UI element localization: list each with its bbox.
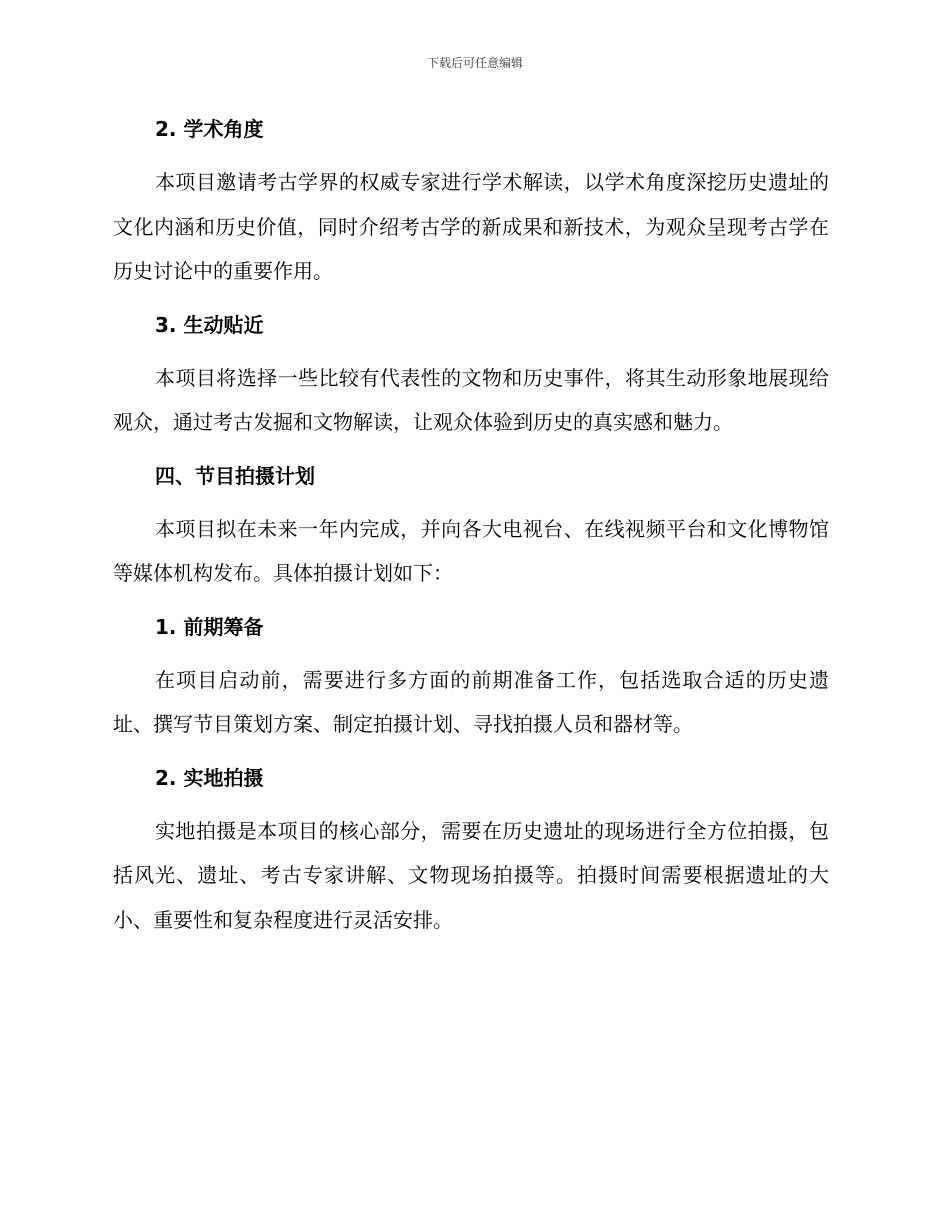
section-heading: 2. 学术角度 [155,117,264,141]
section-paragraph: 本项目将选择一些比较有代表性的文物和历史事件，将其生动形象地展现给观众，通过考古发掘和文物解读，让观众体验到历史的真实感和魅力。 [113,365,829,434]
section-heading: 1. 前期筹备 [155,614,264,639]
section-paragraph: 本项目拟在未来一年内完成，并向各大电视台、在线视频平台和文化博物馆等媒体机构发布。具体拍摄计划如下： [113,516,829,585]
page-header-note: 下载后可任意编辑 [426,56,523,70]
document-body [113,110,829,942]
section-paragraph: 本项目邀请考古学界的权威专家进行学术解读，以学术角度深挖历史遗址的文化内涵和历史价值，同时介绍考古学的新成果和新技术，为观众呈现考古学在历史讨论中的重要作用。 [113,170,829,283]
section-paragraph: 实地拍摄是本项目的核心部分，需要在历史遗址的现场进行全方位拍摄，包括风光、遗址、考古专家讲解、文物现场拍摄等。拍摄时间需要根据遗址的大小、重要性和复杂程度进行灵活安排。 [113,818,829,932]
section-paragraph: 在项目启动前，需要进行多方面的前期准备工作，包括选取合适的历史遗址、撰写节目策划方案、制定拍摄计划、寻找拍摄人员和器材等。 [113,667,829,736]
section-heading: 四、节目拍摄计划 [155,463,315,488]
section-heading: 2. 实地拍摄 [155,765,264,790]
section-heading: 3. 生动贴近 [155,312,264,337]
